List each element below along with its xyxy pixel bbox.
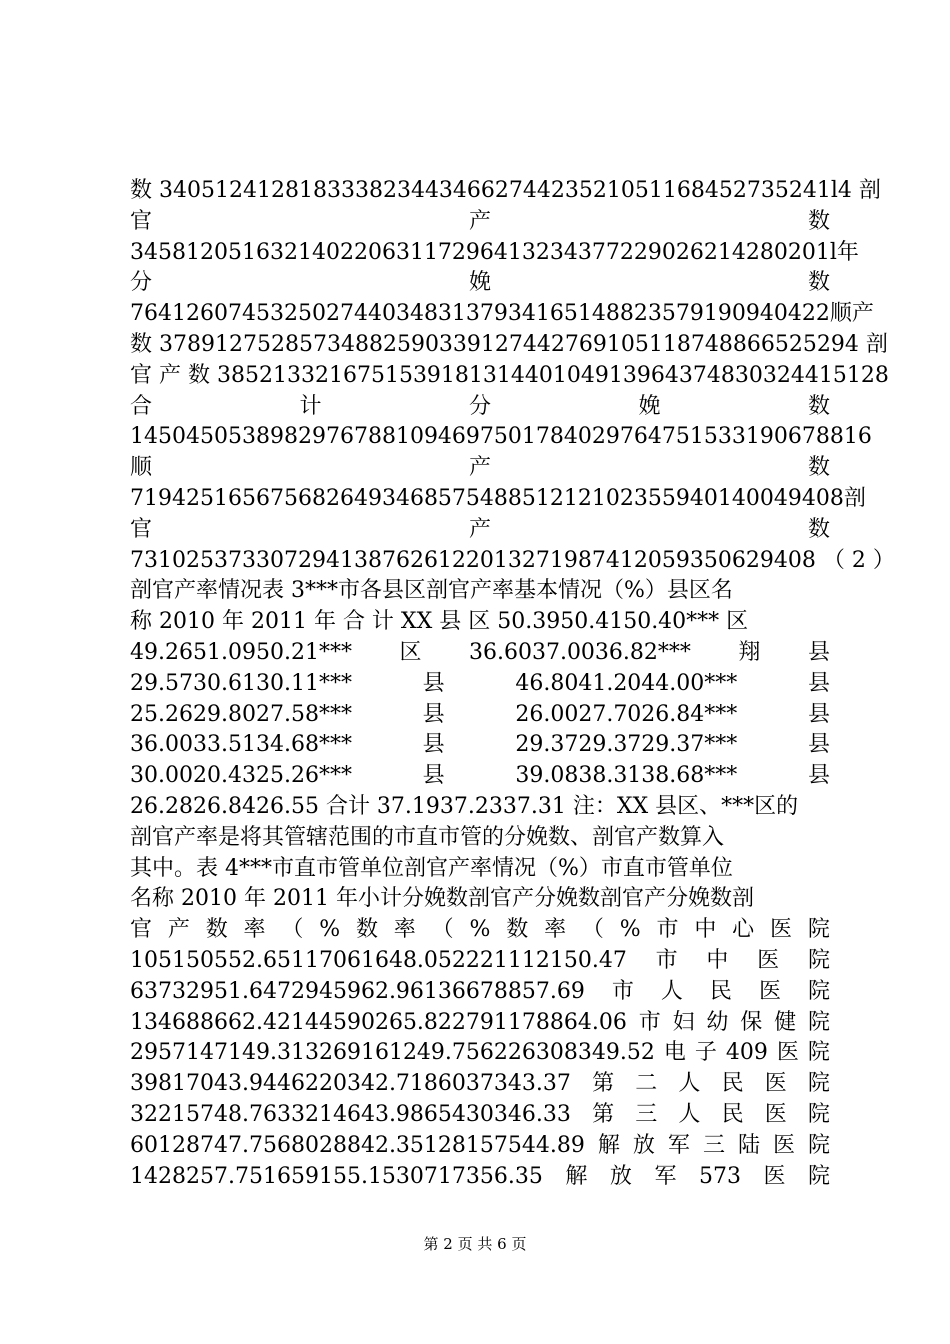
text-segment: 县 [422, 670, 445, 696]
text-segment: 数 [205, 917, 228, 943]
text-segment: 134688662.42144590265.822791178864.06 [130, 1009, 627, 1035]
text-segment: 26.2826.8426.55 合计 37.1937.2337.31 注：XX 县区、***区的 [130, 793, 799, 819]
text-segment: 剖 [843, 485, 866, 511]
text-segment: 心 [732, 917, 755, 943]
text-segment: 官 产 数 385213321675153918131440104913964374830324415128 [130, 362, 889, 388]
text-segment: 民 [709, 978, 732, 1004]
text-segment: 1428257.751659155.1530717356.35 [130, 1163, 543, 1189]
text-line [130, 268, 830, 299]
text-segment: 院 [807, 1040, 830, 1066]
text-segment: 第 [592, 1071, 615, 1097]
text-segment: 26.0027.7026.84*** [515, 701, 738, 727]
text-segment: 剖官产率是将其管辖范围的市直市管的分娩数、剖官产数算入 [130, 824, 725, 850]
text-segment: 分 [130, 270, 153, 296]
text-line [130, 392, 830, 423]
text-segment: 60128747.7568028842.35128157544.89 [130, 1132, 585, 1158]
text-segment: 7310253733072941387626122013271987412059350629408 （ 2 ） [130, 547, 895, 573]
text-segment: 46.8041.2044.00*** [515, 670, 738, 696]
text-line [130, 700, 830, 731]
text-segment: 子 [694, 1040, 717, 1066]
text-segment: 第 [592, 1101, 615, 1127]
text-segment: 产 [167, 917, 190, 943]
text-segment: 官 [130, 917, 153, 943]
text-line [130, 854, 830, 885]
text-segment: % [319, 917, 341, 943]
text-segment: 妇 [672, 1009, 695, 1035]
text-line [130, 484, 866, 515]
text-line [130, 546, 895, 577]
text-segment: 官 [130, 208, 153, 234]
text-segment: 院 [807, 1163, 830, 1189]
text-segment: 放 [632, 1132, 655, 1158]
text-segment: 29.3729.3729.37*** [515, 732, 738, 758]
text-segment: 数 [506, 917, 529, 943]
text-segment: 34581205163214022063117296413234377229026214280201l [130, 239, 837, 265]
text-line [130, 977, 830, 1008]
text-segment: 院 [807, 1132, 830, 1158]
text-segment: 顺 [829, 301, 852, 327]
text-segment: 剖官产率情况表 3***市各县区剖官产率基本情况（%）县区名 [130, 578, 733, 604]
text-segment: 率 [544, 917, 567, 943]
text-segment: 名称 2010 年 2011 年小计分娩数剖官产分娩数剖官产分娩数剖 [130, 886, 754, 912]
text-line [130, 792, 830, 823]
text-segment: 医 [758, 978, 781, 1004]
text-segment: % [619, 917, 641, 943]
text-segment: 院 [807, 1071, 830, 1097]
text-line [130, 176, 881, 207]
text-segment: 民 [721, 1101, 744, 1127]
text-segment: （ [281, 917, 304, 943]
text-line [130, 515, 830, 546]
text-segment: 院 [807, 947, 830, 973]
text-segment: 2957147149.313269161249.756226308349.52 [130, 1040, 655, 1066]
text-segment: 计 [299, 393, 322, 419]
text-line [130, 238, 859, 269]
text-segment: 军 [667, 1132, 690, 1158]
text-line [130, 1131, 830, 1162]
text-segment: 县 [807, 639, 830, 665]
text-segment: 县 [422, 763, 445, 789]
text-segment: 产 [468, 208, 491, 234]
page-footer: 第 2 页 共 6 页 [423, 1235, 527, 1253]
text-segment: 市 [638, 1009, 661, 1035]
text-segment: 保 [740, 1009, 763, 1035]
text-segment: 数 [807, 270, 830, 296]
text-segment: 人 [678, 1101, 701, 1127]
text-segment: 放 [609, 1163, 632, 1189]
text-segment: 市 [655, 947, 678, 973]
text-segment: 县 [807, 732, 830, 758]
text-line [130, 1008, 830, 1039]
text-segment: 573 [698, 1163, 741, 1189]
text-segment: 产 [468, 455, 491, 481]
text-line [130, 946, 830, 977]
text-segment: 人 [660, 978, 683, 1004]
text-segment: 医 [776, 1040, 799, 1066]
text-segment: 数 340512412818333823443466274423521051168452735241l4 剖 [130, 178, 881, 203]
text-segment: 市 [611, 978, 634, 1004]
text-line [130, 330, 888, 361]
text-segment: 幼 [706, 1009, 729, 1035]
text-segment: 数 [355, 917, 378, 943]
text-line [130, 453, 830, 484]
text-segment: 区 [399, 639, 422, 665]
text-segment: 电 [663, 1040, 686, 1066]
text-segment: 49.2651.0950.21*** [130, 639, 352, 665]
text-line [130, 422, 872, 453]
text-segment: 合 [130, 393, 153, 419]
text-line [130, 361, 889, 392]
text-segment: （ [581, 917, 604, 943]
text-segment: 娩 [638, 393, 661, 419]
text-segment: 院 [807, 1009, 830, 1035]
text-segment: 率 [243, 917, 266, 943]
text-segment: 医 [763, 1163, 786, 1189]
text-segment: 数 3789127528573488259033912744276910511874886652529​4 剖 [130, 331, 888, 357]
text-segment: 医 [764, 1101, 787, 1127]
text-segment: 陆 [737, 1132, 760, 1158]
text-segment: 二 [635, 1071, 658, 1097]
text-segment: 市 [656, 917, 679, 943]
document-body [130, 176, 895, 1192]
text-segment: 14504505389829767881094697501784029764751533190678816 [130, 424, 872, 450]
text-segment: 院 [807, 978, 830, 1004]
text-segment: 数 [807, 393, 830, 419]
text-line [130, 607, 830, 638]
text-segment: 409 [725, 1040, 768, 1066]
text-segment: 人 [678, 1071, 701, 1097]
text-segment: 医 [772, 1132, 795, 1158]
text-segment: 63732951.6472945962.96136678857.69 [130, 978, 585, 1004]
text-segment: 解 [597, 1132, 620, 1158]
text-segment: 其中。表 4***市直市管单位剖官产率情况（%）市直市管单位 [130, 855, 733, 881]
text-segment: 29.5730.6130.11*** [130, 670, 352, 696]
text-segment: 民 [721, 1071, 744, 1097]
text-segment: 36.6037.0036.82*** [468, 639, 691, 665]
text-line [130, 207, 830, 238]
text-segment: 25.2629.8027.58*** [130, 701, 352, 727]
text-segment: 县 [422, 701, 445, 727]
text-segment: （ [431, 917, 454, 943]
text-segment: 三 [635, 1101, 658, 1127]
text-line [130, 1162, 830, 1193]
text-segment: 36.0033.5134.68*** [130, 732, 352, 758]
text-segment: 三 [702, 1132, 725, 1158]
text-segment: 数 [807, 208, 830, 234]
text-line [130, 299, 874, 330]
text-segment: 院 [807, 917, 830, 943]
text-segment: 30.0020.4325.26*** [130, 763, 352, 789]
text-segment: 顺 [130, 455, 153, 481]
text-line [130, 823, 830, 854]
text-segment: 数 [807, 455, 830, 481]
text-segment: 娩 [468, 270, 491, 296]
text-segment: 医 [764, 1071, 787, 1097]
text-line [130, 1100, 830, 1131]
text-segment: 军 [654, 1163, 677, 1189]
text-segment: 医 [757, 947, 780, 973]
text-segment: 32215748.7633214643.9865430346.33 [130, 1101, 571, 1127]
text-segment: 数 [807, 516, 830, 542]
text-line [130, 1069, 830, 1100]
text-segment: 解 [565, 1163, 588, 1189]
text-segment: 官 [130, 516, 153, 542]
text-segment: 7641260745325027440348313793416514882357919094042​2 [130, 301, 830, 327]
text-segment: 中 [694, 917, 717, 943]
text-segment: 称 2010 年 2011 年 合 计 XX 县 区 50.3950.4150.40*** 区 [130, 609, 749, 635]
text-segment: 105150552.65117061648.052221112150.47 [130, 947, 627, 973]
text-segment: 产 [851, 301, 874, 327]
text-segment: 县 [807, 701, 830, 727]
text-segment: 县 [422, 732, 445, 758]
text-line [130, 915, 830, 946]
text-segment: 71942516567568264934685754885121210235594014004940​8 [130, 485, 844, 511]
text-segment: 分 [468, 393, 491, 419]
text-line [130, 884, 830, 915]
text-line [130, 638, 830, 669]
text-segment: 率 [393, 917, 416, 943]
text-segment: 中 [706, 947, 729, 973]
text-segment: 健 [774, 1009, 797, 1035]
text-segment: 县 [807, 763, 830, 789]
text-segment: 39.0838.3138.68*** [515, 763, 738, 789]
text-segment: 院 [807, 1101, 830, 1127]
text-segment: % [469, 917, 491, 943]
text-line [130, 730, 830, 761]
text-line [130, 669, 830, 700]
text-segment: 39817043.9446220342.7186037343.37 [130, 1071, 571, 1097]
text-segment: 县 [807, 670, 830, 696]
text-line [130, 1038, 830, 1069]
text-line [130, 761, 830, 792]
text-segment: 医 [770, 917, 793, 943]
text-segment: 翔 [738, 639, 761, 665]
text-segment: 年 [836, 239, 859, 265]
text-segment: 产 [468, 516, 491, 542]
text-line [130, 576, 830, 607]
